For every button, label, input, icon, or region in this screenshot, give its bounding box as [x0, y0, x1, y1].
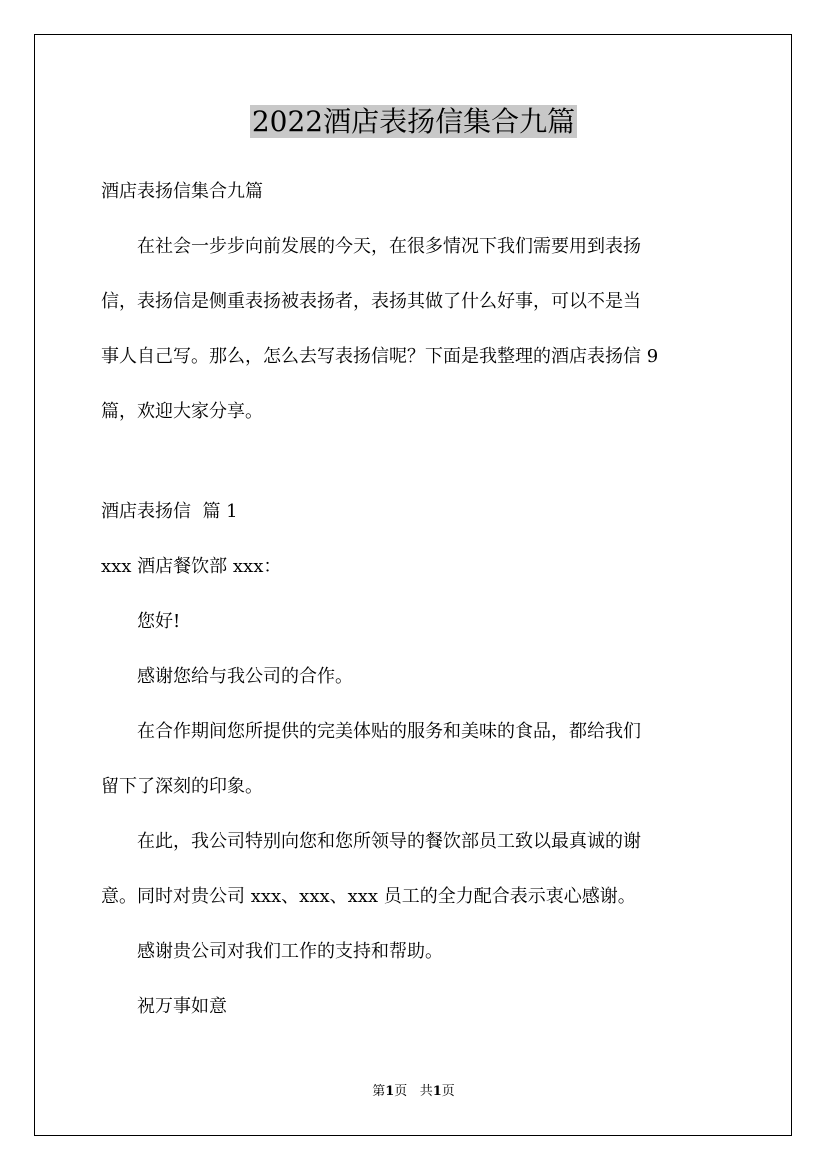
greeting: 您好!	[137, 611, 181, 632]
section-heading: 酒店表扬信 篇 1	[101, 501, 238, 522]
para1-line-2: 留下了深刻的印象。	[101, 776, 263, 797]
page-footer	[0, 1082, 827, 1102]
document-title	[0, 100, 827, 144]
thanks-line: 感谢您给与我公司的合作。	[137, 666, 353, 687]
support-line: 感谢贵公司对我们工作的支持和帮助。	[137, 941, 443, 962]
document-title-text: 2022酒店表扬信集合九篇	[251, 105, 576, 138]
footer-total-suffix: 页	[441, 1084, 455, 1099]
intro-line-3: 事人自己写。那么，怎么去写表扬信呢？下面是我整理的酒店表扬信 9	[101, 346, 659, 367]
para2-line-1: 在此，我公司特别向您和您所领导的餐饮部员工致以最真诚的谢	[137, 831, 641, 852]
footer-page-suffix: 页 共	[394, 1084, 433, 1099]
wish-line: 祝万事如意	[137, 996, 227, 1017]
footer-page-prefix: 第	[372, 1084, 386, 1099]
intro-line-1: 在社会一步步向前发展的今天，在很多情况下我们需要用到表扬	[137, 236, 641, 257]
section-spacer	[101, 439, 727, 484]
para1-line-1: 在合作期间您所提供的完美体贴的服务和美味的食品，都给我们	[137, 721, 641, 742]
salutation: xxx 酒店餐饮部 xxx：	[101, 556, 282, 577]
subtitle: 酒店表扬信集合九篇	[101, 181, 263, 202]
footer-total-pages: 1	[432, 1084, 442, 1099]
intro-line-2: 信，表扬信是侧重表扬被表扬者，表扬其做了什么好事，可以不是当	[101, 291, 641, 312]
footer-page-number: 1	[385, 1084, 395, 1099]
para2-line-2: 意。同时对贵公司 xxx、xxx、xxx 员工的全力配合表示衷心感谢。	[101, 886, 636, 907]
document-body	[101, 164, 727, 1034]
intro-line-4: 篇，欢迎大家分享。	[101, 401, 263, 422]
